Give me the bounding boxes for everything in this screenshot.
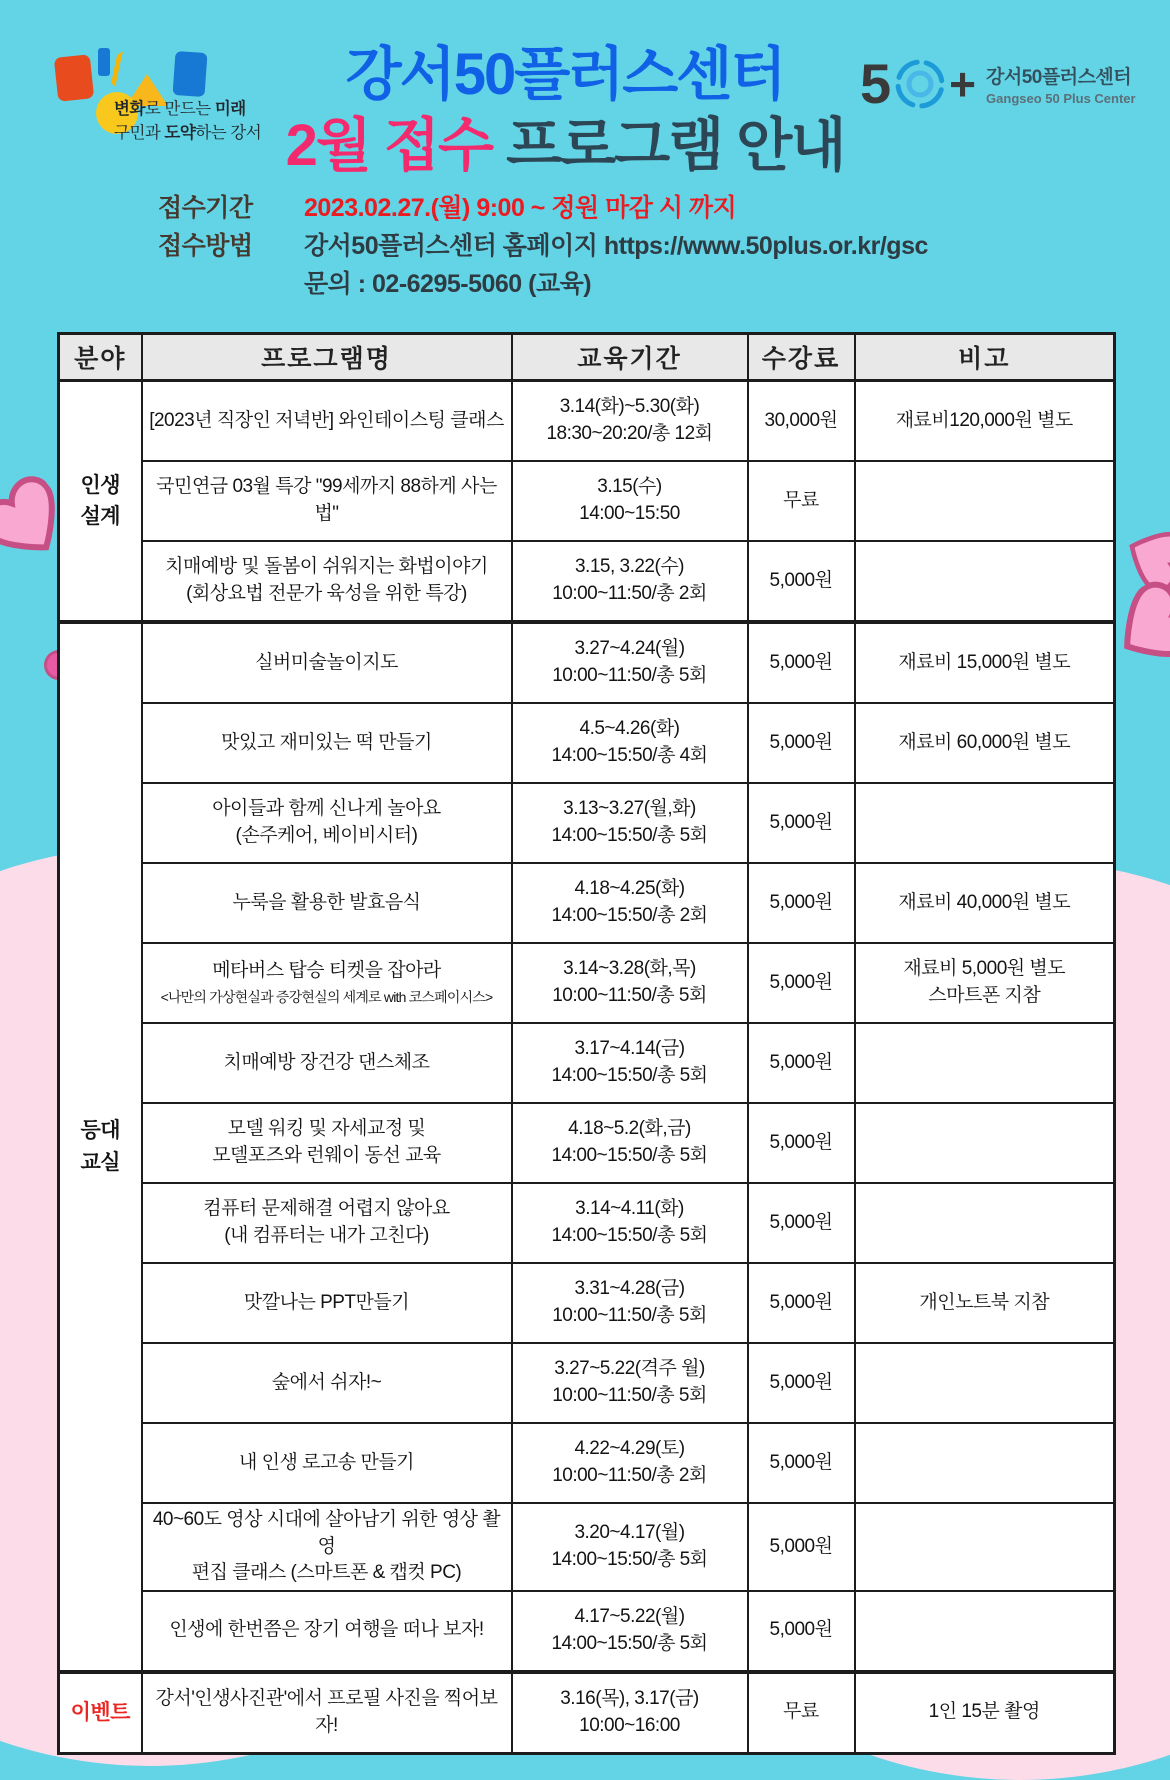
fee-cell: 5,000원	[748, 1023, 855, 1103]
program-name-cell: 맛있고 재미있는 떡 만들기	[142, 703, 512, 783]
program-name-cell: 숲에서 쉬자!~	[142, 1343, 512, 1423]
period-cell: 4.18~5.2(화,금) 14:00~15:50/총 5회	[512, 1103, 748, 1183]
note-cell: 재료비 60,000원 별도	[855, 703, 1115, 783]
fee-cell: 5,000원	[748, 1591, 855, 1672]
program-name-cell: 인생에 한번쯤은 장기 여행을 떠나 보자!	[142, 1591, 512, 1672]
program-name-cell: [2023년 직장인 저녁반] 와인테이스팅 클래스	[142, 381, 512, 462]
fee-cell: 5,000원	[748, 1103, 855, 1183]
note-cell	[855, 1023, 1115, 1103]
period-cell: 4.5~4.26(화) 14:00~15:50/총 4회	[512, 703, 748, 783]
program-name-cell: 40~60도 영상 시대에 살아남기 위한 영상 촬영 편집 클래스 (스마트폰 & 캡컷 PC)	[142, 1503, 512, 1591]
header-note: 비고	[855, 334, 1115, 381]
table-row	[59, 863, 1115, 943]
registration-method-row	[158, 234, 928, 259]
logo-five: 5	[860, 52, 892, 115]
logo-shape-blue-bar	[98, 48, 110, 76]
period-cell: 3.15, 3.22(수) 10:00~11:50/총 2회	[512, 541, 748, 622]
note-cell	[855, 1503, 1115, 1591]
district-logo-slogan: 변화로 만드는 미래 구민과 도약하는 강서	[114, 100, 262, 142]
fifty-plus-circle-icon	[893, 57, 947, 111]
fee-cell: 5,000원	[748, 541, 855, 622]
title-line2	[205, 112, 925, 178]
category-cell: 이벤트	[59, 1672, 142, 1754]
program-name-cell: 맛깔나는 PPT만들기	[142, 1263, 512, 1343]
registration-info	[158, 196, 928, 310]
program-table-body	[59, 381, 1115, 1754]
program-name-cell: 강서'인생사진관'에서 프로필 사진을 찍어보자!	[142, 1672, 512, 1754]
fee-cell: 5,000원	[748, 1183, 855, 1263]
logo-shape-blue-block	[173, 51, 208, 97]
program-name-cell: 치매예방 및 돌봄이 쉬워지는 화법이야기 (회상요법 전문가 육성을 위한 특강)	[142, 541, 512, 622]
period-cell: 3.16(목), 3.17(금) 10:00~16:00	[512, 1672, 748, 1754]
program-name-cell: 컴퓨터 문제해결 어렵지 않아요 (내 컴퓨터는 내가 고친다)	[142, 1183, 512, 1263]
category-cell: 등대 교실	[59, 622, 142, 1672]
period-cell: 3.14(화)~5.30(화) 18:30~20:20/총 12회	[512, 381, 748, 462]
logo-plus: +	[949, 58, 977, 110]
fee-cell: 5,000원	[748, 863, 855, 943]
period-value: 2023.02.27.(월) 9:00 ~ 정원 마감 시 까지	[304, 194, 737, 222]
program-name-cell: 메타버스 탑승 티켓을 잡아라 <나만의 가상현실과 증강현실의 세계로 with 코스페이시스>	[142, 943, 512, 1023]
period-cell: 3.14~4.11(화) 14:00~15:50/총 5회	[512, 1183, 748, 1263]
table-row	[59, 1423, 1115, 1503]
program-name-cell: 아이들과 함께 신나게 놀아요 (손주케어, 베이비시터)	[142, 783, 512, 863]
fee-cell: 5,000원	[748, 1263, 855, 1343]
registration-period-row	[158, 196, 928, 221]
table-row	[59, 1263, 1115, 1343]
period-cell: 4.18~4.25(화) 14:00~15:50/총 2회	[512, 863, 748, 943]
table-row	[59, 541, 1115, 622]
period-cell: 3.17~4.14(금) 14:00~15:50/총 5회	[512, 1023, 748, 1103]
program-subtitle: <나만의 가상현실과 증강현실의 세계로 with 코스페이시스>	[160, 989, 493, 1005]
note-cell	[855, 783, 1115, 863]
note-cell	[855, 1343, 1115, 1423]
fee-cell: 무료	[748, 461, 855, 541]
program-name-cell: 치매예방 장건강 댄스체조	[142, 1023, 512, 1103]
program-name-cell: 실버미술놀이지도	[142, 622, 512, 703]
note-cell	[855, 1183, 1115, 1263]
program-name-cell: 누룩을 활용한 발효음식	[142, 863, 512, 943]
fifty-plus-logo	[860, 52, 1136, 115]
period-cell: 3.27~5.22(격주 월) 10:00~11:50/총 5회	[512, 1343, 748, 1423]
fee-cell: 30,000원	[748, 381, 855, 462]
note-cell: 1인 15분 촬영	[855, 1672, 1115, 1754]
table-row	[59, 461, 1115, 541]
note-cell	[855, 1103, 1115, 1183]
period-cell: 3.13~3.27(월,화) 14:00~15:50/총 5회	[512, 783, 748, 863]
table-row	[59, 1503, 1115, 1591]
period-cell: 4.22~4.29(토) 10:00~11:50/총 2회	[512, 1423, 748, 1503]
program-name-cell: 모델 워킹 및 자세교정 및 모델포즈와 런웨이 동선 교육	[142, 1103, 512, 1183]
method-value: 강서50플러스센터 홈페이지 https://www.50plus.or.kr/gsc	[304, 232, 928, 260]
contact-spacer	[158, 272, 304, 297]
program-name-cell: 내 인생 로고송 만들기	[142, 1423, 512, 1503]
fee-cell: 5,000원	[748, 703, 855, 783]
table-row	[59, 1672, 1115, 1754]
title-line1: 강서50플러스센터	[345, 42, 785, 107]
header-period: 교육기간	[512, 334, 748, 381]
fee-cell: 5,000원	[748, 943, 855, 1023]
method-label: 접수방법	[158, 232, 253, 260]
fee-cell: 5,000원	[748, 783, 855, 863]
fee-cell: 5,000원	[748, 622, 855, 703]
note-cell: 개인노트북 지참	[855, 1263, 1115, 1343]
center-name-english: Gangseo 50 Plus Center	[986, 91, 1136, 106]
table-row	[59, 703, 1115, 783]
note-cell: 재료비 15,000원 별도	[855, 622, 1115, 703]
category-cell: 인생 설계	[59, 381, 142, 623]
contact-row	[158, 272, 928, 297]
note-cell	[855, 1423, 1115, 1503]
table-row	[59, 381, 1115, 462]
period-cell: 3.20~4.17(월) 14:00~15:50/총 5회	[512, 1503, 748, 1591]
title-month: 2월 접수	[285, 112, 493, 178]
header-program-name: 프로그램명	[142, 334, 512, 381]
title-rest: 프로그램 안내	[506, 112, 845, 178]
note-cell	[855, 461, 1115, 541]
period-cell: 3.15(수) 14:00~15:50	[512, 461, 748, 541]
table-header-row	[59, 334, 1115, 381]
note-cell: 재료비 5,000원 별도 스마트폰 지참	[855, 943, 1115, 1023]
note-cell: 재료비120,000원 별도	[855, 381, 1115, 462]
period-cell: 4.17~5.22(월) 14:00~15:50/총 5회	[512, 1591, 748, 1672]
poster-title	[205, 44, 925, 177]
program-table	[57, 332, 1116, 1755]
program-name-cell: 국민연금 03월 특강 "99세까지 88하게 사는 법"	[142, 461, 512, 541]
logo-shape-orange	[54, 54, 94, 102]
table-row	[59, 1103, 1115, 1183]
fee-cell: 무료	[748, 1672, 855, 1754]
header-category: 분야	[59, 334, 142, 381]
period-cell: 3.14~3.28(화,목) 10:00~11:50/총 5회	[512, 943, 748, 1023]
note-cell: 재료비 40,000원 별도	[855, 863, 1115, 943]
fee-cell: 5,000원	[748, 1423, 855, 1503]
note-cell	[855, 541, 1115, 622]
table-row	[59, 1023, 1115, 1103]
table-row	[59, 622, 1115, 703]
table-row	[59, 783, 1115, 863]
table-row	[59, 1183, 1115, 1263]
period-label: 접수기간	[158, 194, 253, 222]
table-row	[59, 1591, 1115, 1672]
period-cell: 3.27~4.24(월) 10:00~11:50/총 5회	[512, 622, 748, 703]
note-cell	[855, 1591, 1115, 1672]
center-name-korean: 강서50플러스센터	[986, 67, 1132, 88]
fee-cell: 5,000원	[748, 1343, 855, 1423]
header-fee: 수강료	[748, 334, 855, 381]
table-row	[59, 943, 1115, 1023]
contact-value: 문의 : 02-6295-5060 (교육)	[304, 270, 592, 298]
period-cell: 3.31~4.28(금) 10:00~11:50/총 5회	[512, 1263, 748, 1343]
table-row	[59, 1343, 1115, 1423]
fee-cell: 5,000원	[748, 1503, 855, 1591]
